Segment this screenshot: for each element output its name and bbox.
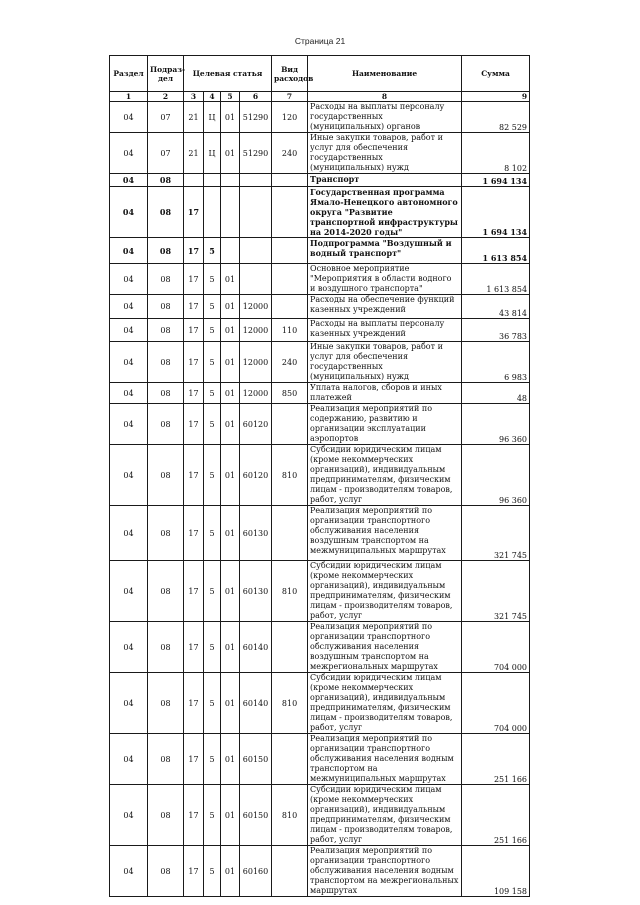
- cell-name: Субсидии юридическим лицам (кроме некоммерческих организаций), индивидуальным предпринимателям, физическим лицам - производителям товаров, работ, услуг: [308, 445, 462, 506]
- cell-amount: 82 529: [462, 102, 530, 133]
- cell-podrazdel: 07: [148, 133, 184, 174]
- cell-amount: 251 166: [462, 734, 530, 785]
- cell-direction: 12000: [240, 342, 272, 383]
- table-row: [110, 673, 530, 734]
- cell-vid: 810: [272, 785, 308, 846]
- cell-vid: 850: [272, 383, 308, 404]
- cell-podrazdel: 08: [148, 622, 184, 673]
- cell-amount: 704 000: [462, 673, 530, 734]
- cell-razdel: 04: [110, 846, 148, 897]
- cell-razdel: 04: [110, 133, 148, 174]
- cell-name: Транспорт: [308, 174, 462, 187]
- cell-subprogram: 5: [204, 785, 221, 846]
- table-row: [110, 174, 530, 187]
- cell-subprogram: 5: [204, 506, 221, 561]
- cell-name: Реализация мероприятий по содержанию, развитию и организации эксплуатации аэропортов: [308, 404, 462, 445]
- cell-amount: 8 102: [462, 133, 530, 174]
- cell-razdel: 04: [110, 673, 148, 734]
- cell-measure: 01: [221, 673, 240, 734]
- cell-measure: [221, 187, 240, 238]
- cell-measure: [221, 174, 240, 187]
- cell-podrazdel: 08: [148, 734, 184, 785]
- table-row: [110, 264, 530, 295]
- cell-program: 21: [184, 133, 204, 174]
- table-row: [110, 187, 530, 238]
- cell-podrazdel: 08: [148, 445, 184, 506]
- cell-vid: [272, 622, 308, 673]
- cell-direction: 12000: [240, 319, 272, 342]
- cell-razdel: 04: [110, 734, 148, 785]
- header-podrazdel: Подраз-дел: [148, 56, 184, 92]
- cell-name: Расходы на выплаты персоналу казенных учреждений: [308, 319, 462, 342]
- col-number: 6: [240, 92, 272, 102]
- table-row: [110, 295, 530, 319]
- cell-measure: 01: [221, 445, 240, 506]
- cell-program: 17: [184, 342, 204, 383]
- cell-razdel: 04: [110, 785, 148, 846]
- cell-direction: 60120: [240, 445, 272, 506]
- cell-vid: [272, 734, 308, 785]
- cell-measure: 01: [221, 319, 240, 342]
- cell-program: 17: [184, 295, 204, 319]
- cell-program: 17: [184, 734, 204, 785]
- cell-amount: 36 783: [462, 319, 530, 342]
- table-row: [110, 445, 530, 506]
- cell-direction: 60140: [240, 673, 272, 734]
- cell-razdel: 04: [110, 404, 148, 445]
- cell-vid: 240: [272, 342, 308, 383]
- cell-subprogram: 5: [204, 622, 221, 673]
- cell-amount: 321 745: [462, 506, 530, 561]
- column-number-row: [110, 92, 530, 102]
- cell-vid: [272, 295, 308, 319]
- cell-direction: 60150: [240, 785, 272, 846]
- cell-program: 17: [184, 445, 204, 506]
- cell-amount: 1 613 854: [462, 264, 530, 295]
- cell-program: 17: [184, 673, 204, 734]
- budget-table: [109, 55, 530, 897]
- cell-direction: 60120: [240, 404, 272, 445]
- col-number: 4: [204, 92, 221, 102]
- cell-razdel: 04: [110, 238, 148, 264]
- cell-razdel: 04: [110, 445, 148, 506]
- table-row: [110, 506, 530, 561]
- cell-amount: 109 158: [462, 846, 530, 897]
- cell-direction: 60150: [240, 734, 272, 785]
- cell-vid: 240: [272, 133, 308, 174]
- cell-direction: 12000: [240, 383, 272, 404]
- cell-subprogram: 5: [204, 264, 221, 295]
- cell-vid: 110: [272, 319, 308, 342]
- cell-podrazdel: 08: [148, 174, 184, 187]
- cell-name: Реализация мероприятий по организации транспортного обслуживания населения воздушным транспортом на межмуниципальных маршрутах: [308, 506, 462, 561]
- cell-vid: [272, 506, 308, 561]
- cell-razdel: 04: [110, 264, 148, 295]
- cell-vid: 810: [272, 445, 308, 506]
- cell-amount: 43 814: [462, 295, 530, 319]
- cell-podrazdel: 08: [148, 319, 184, 342]
- col-number: 9: [462, 92, 530, 102]
- cell-amount: 6 983: [462, 342, 530, 383]
- cell-measure: 01: [221, 264, 240, 295]
- cell-razdel: 04: [110, 506, 148, 561]
- cell-measure: 01: [221, 846, 240, 897]
- table-row: [110, 319, 530, 342]
- cell-measure: 01: [221, 561, 240, 622]
- cell-subprogram: 5: [204, 342, 221, 383]
- cell-vid: [272, 404, 308, 445]
- cell-program: 17: [184, 264, 204, 295]
- cell-name: Расходы на выплаты персоналу государственных (муниципальных) органов: [308, 102, 462, 133]
- cell-vid: [272, 187, 308, 238]
- table-row: [110, 622, 530, 673]
- cell-name: Уплата налогов, сборов и иных платежей: [308, 383, 462, 404]
- cell-subprogram: 5: [204, 445, 221, 506]
- cell-podrazdel: 08: [148, 506, 184, 561]
- cell-name: Субсидии юридическим лицам (кроме некоммерческих организаций), индивидуальным предпринимателям, физическим лицам - производителям товаров, работ, услуг: [308, 785, 462, 846]
- cell-name: Государственная программа Ямало-Ненецкого автономного округа "Развитие транспортной инфраструктуры на 2014-2020 годы": [308, 187, 462, 238]
- col-number: 8: [308, 92, 462, 102]
- table-body: [110, 92, 530, 897]
- cell-measure: 01: [221, 785, 240, 846]
- cell-vid: [272, 238, 308, 264]
- cell-amount: 96 360: [462, 445, 530, 506]
- table-row: [110, 561, 530, 622]
- cell-name: Основное мероприятие "Мероприятия в области водного и воздушного транспорта": [308, 264, 462, 295]
- cell-amount: 1 694 134: [462, 187, 530, 238]
- cell-measure: [221, 238, 240, 264]
- cell-direction: 12000: [240, 295, 272, 319]
- cell-direction: 60130: [240, 561, 272, 622]
- cell-name: Реализация мероприятий по организации транспортного обслуживания населения водным транспортом на межрегиональных маршрутах: [308, 846, 462, 897]
- cell-subprogram: 5: [204, 295, 221, 319]
- cell-podrazdel: 08: [148, 187, 184, 238]
- cell-subprogram: [204, 174, 221, 187]
- cell-podrazdel: 08: [148, 342, 184, 383]
- cell-amount: 1 613 854: [462, 238, 530, 264]
- col-number: 3: [184, 92, 204, 102]
- table-row: [110, 238, 530, 264]
- cell-subprogram: 5: [204, 846, 221, 897]
- col-number: 5: [221, 92, 240, 102]
- cell-subprogram: 5: [204, 561, 221, 622]
- cell-subprogram: 5: [204, 319, 221, 342]
- cell-amount: 48: [462, 383, 530, 404]
- cell-amount: 704 000: [462, 622, 530, 673]
- cell-podrazdel: 08: [148, 785, 184, 846]
- cell-direction: 51290: [240, 102, 272, 133]
- cell-razdel: 04: [110, 622, 148, 673]
- cell-name: Реализация мероприятий по организации транспортного обслуживания населения воздушным транспортом на межрегиональных маршрутах: [308, 622, 462, 673]
- table-row: [110, 734, 530, 785]
- cell-podrazdel: 08: [148, 561, 184, 622]
- cell-subprogram: [204, 187, 221, 238]
- header-razdel: Раздел: [110, 56, 148, 92]
- table-row: [110, 102, 530, 133]
- cell-measure: 01: [221, 342, 240, 383]
- table-row: [110, 342, 530, 383]
- cell-program: 17: [184, 785, 204, 846]
- cell-direction: 60140: [240, 622, 272, 673]
- cell-vid: [272, 174, 308, 187]
- header-naimenovanie: Наименование: [308, 56, 462, 92]
- table-row: [110, 404, 530, 445]
- table-row: [110, 133, 530, 174]
- cell-subprogram: Ц: [204, 102, 221, 133]
- table-row: [110, 785, 530, 846]
- cell-subprogram: Ц: [204, 133, 221, 174]
- cell-program: 21: [184, 102, 204, 133]
- cell-podrazdel: 08: [148, 404, 184, 445]
- cell-vid: [272, 264, 308, 295]
- cell-direction: [240, 238, 272, 264]
- cell-amount: 321 745: [462, 561, 530, 622]
- cell-razdel: 04: [110, 102, 148, 133]
- cell-name: Расходы на обеспечение функций казенных учреждений: [308, 295, 462, 319]
- cell-podrazdel: 08: [148, 295, 184, 319]
- table-row: [110, 846, 530, 897]
- cell-razdel: 04: [110, 187, 148, 238]
- cell-podrazdel: 08: [148, 846, 184, 897]
- cell-vid: 810: [272, 561, 308, 622]
- cell-program: 17: [184, 404, 204, 445]
- cell-program: 17: [184, 506, 204, 561]
- cell-program: 17: [184, 561, 204, 622]
- cell-program: 17: [184, 846, 204, 897]
- cell-program: [184, 174, 204, 187]
- cell-subprogram: 5: [204, 383, 221, 404]
- cell-program: 17: [184, 383, 204, 404]
- header-celevaya-statya: Целевая статья: [184, 56, 272, 92]
- table-header-row: [110, 56, 530, 92]
- cell-subprogram: 5: [204, 673, 221, 734]
- cell-program: 17: [184, 238, 204, 264]
- header-summa: Сумма: [462, 56, 530, 92]
- cell-vid: 120: [272, 102, 308, 133]
- cell-razdel: 04: [110, 342, 148, 383]
- cell-amount: 96 360: [462, 404, 530, 445]
- cell-subprogram: 5: [204, 238, 221, 264]
- cell-podrazdel: 08: [148, 238, 184, 264]
- cell-name: Субсидии юридическим лицам (кроме некоммерческих организаций), индивидуальным предпринимателям, физическим лицам - производителям товаров, работ, услуг: [308, 673, 462, 734]
- cell-direction: 51290: [240, 133, 272, 174]
- cell-program: 17: [184, 319, 204, 342]
- page-number-label: Страница 21: [294, 36, 346, 46]
- cell-amount: 251 166: [462, 785, 530, 846]
- cell-direction: 60160: [240, 846, 272, 897]
- header-vid-rashodov: Вид расходов: [272, 56, 308, 92]
- cell-razdel: 04: [110, 174, 148, 187]
- cell-measure: 01: [221, 622, 240, 673]
- cell-program: 17: [184, 622, 204, 673]
- cell-direction: [240, 174, 272, 187]
- cell-subprogram: 5: [204, 404, 221, 445]
- cell-podrazdel: 07: [148, 102, 184, 133]
- table-row: [110, 383, 530, 404]
- cell-measure: 01: [221, 295, 240, 319]
- cell-vid: 810: [272, 673, 308, 734]
- cell-measure: 01: [221, 102, 240, 133]
- cell-podrazdel: 08: [148, 383, 184, 404]
- cell-name: Иные закупки товаров, работ и услуг для обеспечения государственных (муниципальных) нужд: [308, 133, 462, 174]
- cell-podrazdel: 08: [148, 264, 184, 295]
- cell-direction: 60130: [240, 506, 272, 561]
- cell-razdel: 04: [110, 561, 148, 622]
- cell-vid: [272, 846, 308, 897]
- cell-podrazdel: 08: [148, 673, 184, 734]
- cell-measure: 01: [221, 133, 240, 174]
- cell-measure: 01: [221, 383, 240, 404]
- cell-razdel: 04: [110, 319, 148, 342]
- cell-amount: 1 694 134: [462, 174, 530, 187]
- col-number: 7: [272, 92, 308, 102]
- cell-name: Субсидии юридическим лицам (кроме некоммерческих организаций), индивидуальным предпринимателям, физическим лицам - производителям товаров, работ, услуг: [308, 561, 462, 622]
- cell-measure: 01: [221, 506, 240, 561]
- cell-program: 17: [184, 187, 204, 238]
- cell-direction: [240, 264, 272, 295]
- cell-measure: 01: [221, 734, 240, 785]
- cell-name: Подпрограмма "Воздушный и водный транспорт": [308, 238, 462, 264]
- col-number: 2: [148, 92, 184, 102]
- cell-subprogram: 5: [204, 734, 221, 785]
- cell-name: Иные закупки товаров, работ и услуг для обеспечения государственных (муниципальных) нужд: [308, 342, 462, 383]
- cell-name: Реализация мероприятий по организации транспортного обслуживания населения водным транспортом на межмуниципальных маршрутах: [308, 734, 462, 785]
- cell-razdel: 04: [110, 383, 148, 404]
- cell-measure: 01: [221, 404, 240, 445]
- cell-direction: [240, 187, 272, 238]
- col-number: 1: [110, 92, 148, 102]
- cell-razdel: 04: [110, 295, 148, 319]
